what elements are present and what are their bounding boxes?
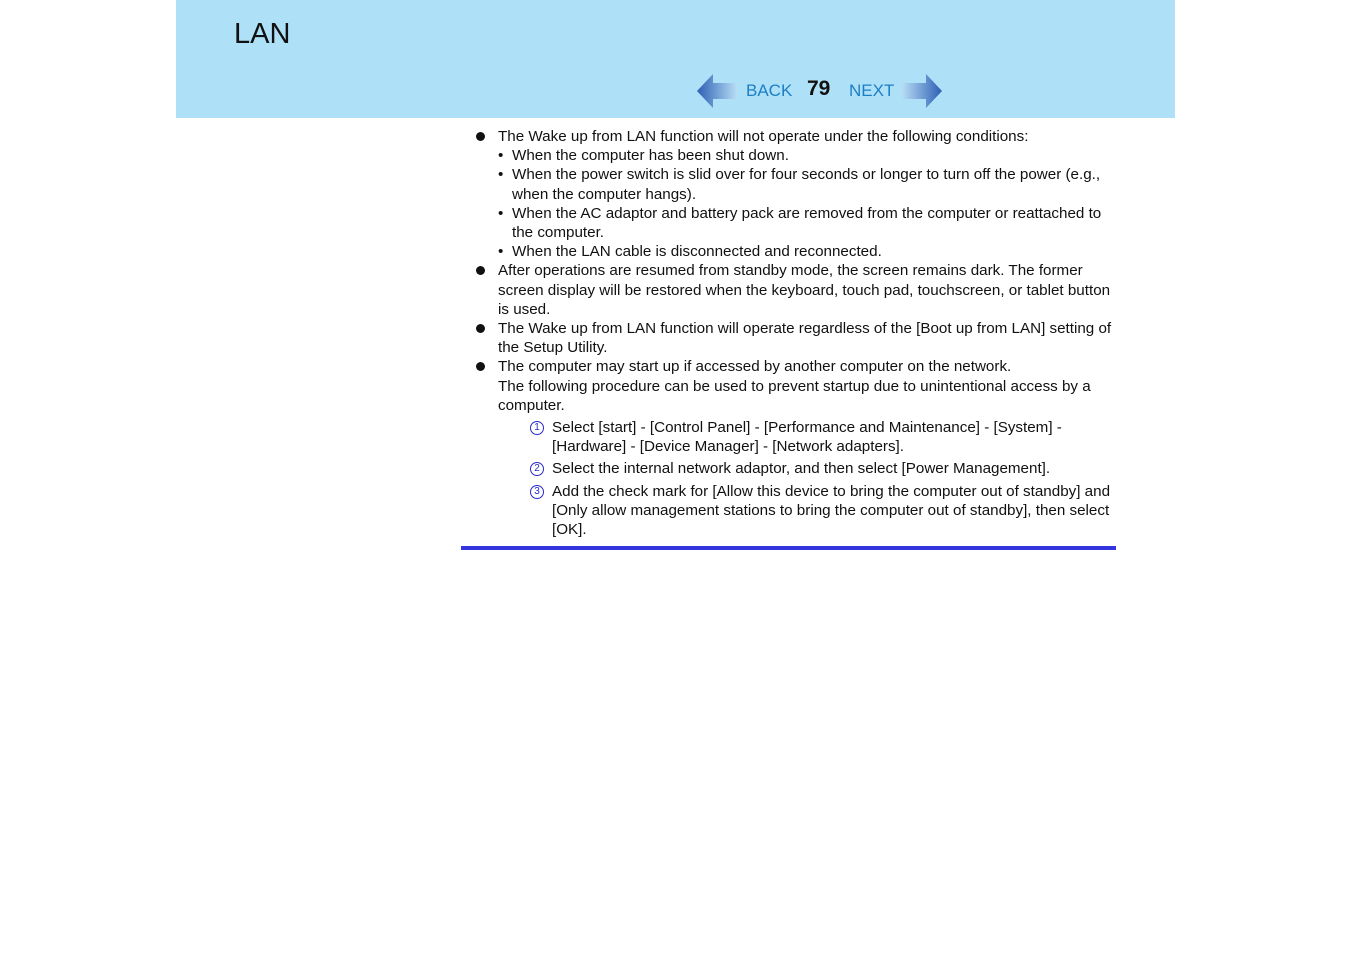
procedure-step (530, 459, 1114, 478)
back-arrow-icon[interactable] (697, 72, 737, 110)
small-bullet-icon: • (498, 243, 504, 261)
bullet-icon (476, 362, 485, 371)
step-number-icon: 1 (530, 421, 544, 435)
step-text: Select the internal network adaptor, and then select [Power Management]. (552, 460, 1051, 478)
bullet-text: The following procedure can be used to prevent startup due to unintentional access by a computer. (498, 377, 1091, 414)
step-number-icon: 2 (530, 462, 544, 476)
sub-item-text: When the computer has been shut down. (512, 147, 789, 165)
list-item (474, 127, 1114, 261)
procedure-steps (474, 418, 1114, 539)
sub-item-text: When the LAN cable is disconnected and reconnected. (512, 243, 882, 261)
bullet-text: The computer may start up if accessed by another computer on the network. (498, 358, 1012, 376)
step-number-icon: 3 (530, 485, 544, 499)
back-button[interactable]: BACK (746, 81, 793, 100)
sub-list-item (474, 146, 1114, 165)
step-text: Select [start] - [Control Panel] - [Performance and Maintenance] - [System] - [Hardware] - [Device Manager] - [Network adapters]. (552, 419, 1062, 456)
bullet-text: The Wake up from LAN function will operate regardless of the [Boot up from LAN] setting of the Setup Utility. (498, 320, 1112, 357)
sub-item-text: When the AC adaptor and battery pack are removed from the computer or reattached to the computer. (512, 204, 1102, 242)
content-body (474, 127, 1114, 542)
section-divider (461, 546, 1116, 550)
next-arrow-icon[interactable] (902, 72, 942, 110)
procedure-step (530, 418, 1114, 456)
sub-list-item (474, 165, 1114, 203)
page-title: LAN (234, 18, 291, 50)
sub-list-item (474, 204, 1114, 242)
sub-list-item (474, 242, 1114, 261)
sub-item-text: When the power switch is slid over for four seconds or longer to turn off the power (e.g., when the computer hangs). (512, 166, 1101, 203)
procedure-step (530, 482, 1114, 540)
bullet-text: The Wake up from LAN function will not operate under the following conditions: (498, 128, 1029, 145)
bullet-icon (476, 324, 485, 333)
next-button[interactable]: NEXT (849, 81, 895, 100)
small-bullet-icon: • (498, 166, 504, 184)
list-item (474, 357, 1114, 539)
list-item (474, 319, 1114, 357)
list-item (474, 261, 1114, 319)
small-bullet-icon: • (498, 204, 504, 222)
bullet-text: After operations are resumed from standby mode, the screen remains dark. The former screen display will be restored when the keyboard, touch pad, touchscreen, or tablet button is used. (498, 262, 1111, 318)
page-header (176, 0, 1175, 118)
small-bullet-icon: • (498, 147, 504, 165)
bullet-icon (476, 266, 485, 275)
bullet-icon (476, 132, 485, 141)
step-text: Add the check mark for [Allow this device to bring the computer out of standby] and [Only allow management stations to bring the computer out of standby], then select [OK]. (552, 482, 1111, 539)
page-number: 79 (807, 77, 831, 100)
